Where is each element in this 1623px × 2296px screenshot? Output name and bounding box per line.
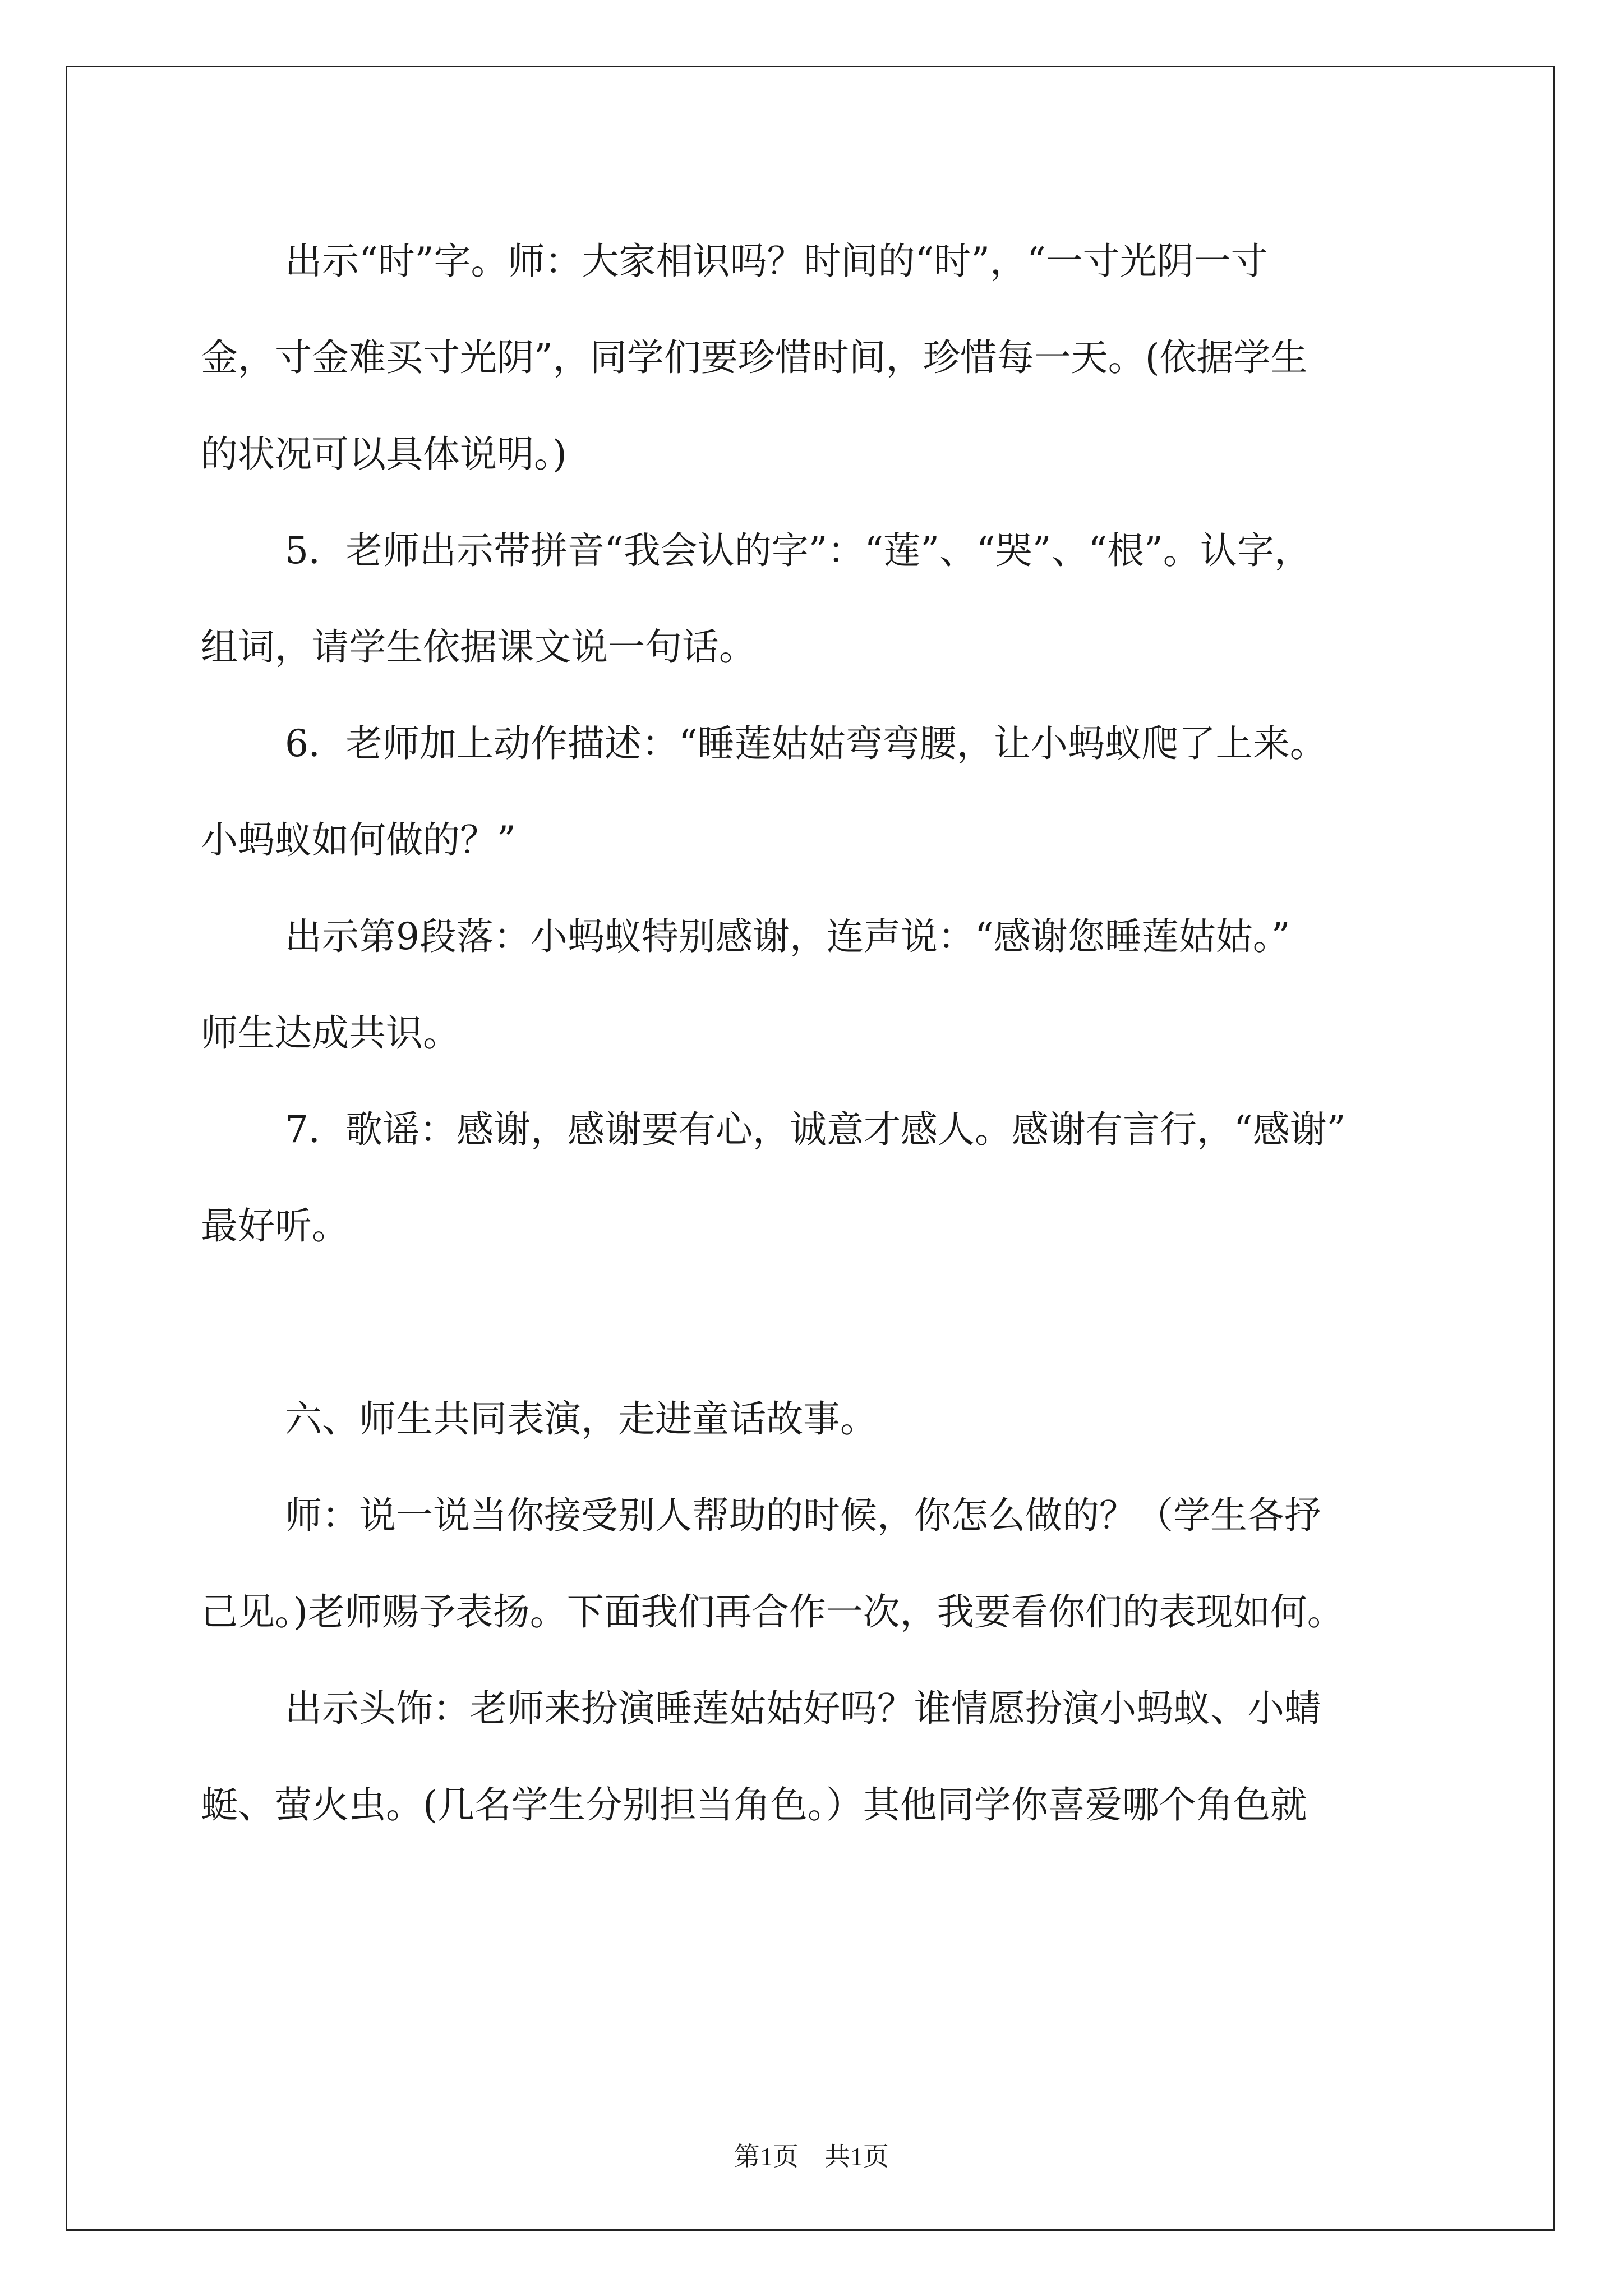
paragraph-4 — [201, 889, 1435, 1082]
document-body — [201, 213, 1435, 1853]
text-line: 己见。)老师赐予表扬。下面我们再合作一次，我要看你们的表现如何。 — [201, 1590, 1344, 1634]
text-line: 出示第9段落：小蚂蚁特别感谢，连声说：“感谢您睡莲姑姑。” — [285, 915, 1290, 958]
paragraph-2 — [201, 503, 1435, 696]
text-line: 金，寸金难买寸光阴”，同学们要珍惜时间，珍惜每一天。(依据学生 — [201, 336, 1308, 379]
paragraph-7 — [201, 1467, 1435, 1660]
text-line: 出示“时”字。师：大家相识吗？时间的“时”，“一寸光阴一寸 — [285, 240, 1268, 283]
page-number-footer: 第1页 共1页 — [734, 2142, 889, 2171]
text-line: 六、师生共同表演，走进童话故事。 — [285, 1397, 877, 1441]
text-line: 师：说一说当你接受别人帮助的时候，你怎么做的？（学生各抒 — [285, 1494, 1321, 1537]
text-line: 小蚂蚁如何做的？” — [201, 818, 516, 862]
text-line: 出示头饰：老师来扮演睡莲姑姑好吗？谁情愿扮演小蚂蚁、小蜻 — [285, 1687, 1321, 1730]
text-line: 7．歌谣：感谢，感谢要有心，诚意才感人。感谢有言行，“感谢” — [285, 1108, 1346, 1151]
text-line: 师生达成共识。 — [201, 1011, 460, 1055]
text-line: 最好听。 — [201, 1204, 349, 1248]
text-line: 的状况可以具体说明。) — [201, 432, 567, 476]
text-line: 组词，请学生依据课文说一句话。 — [201, 625, 756, 669]
text-line: 蜓、萤火虫。(几名学生分别担当角色。）其他同学你喜爱哪个角色就 — [201, 1783, 1307, 1826]
paragraph-3 — [201, 696, 1435, 889]
text-line: 5．老师出示带拼音“我会认的字”：“莲”、“哭”、“根”。认字， — [285, 529, 1311, 572]
section-spacer — [201, 1274, 1435, 1371]
paragraph-1 — [201, 213, 1435, 503]
section-heading — [201, 1371, 1435, 1467]
paragraph-5 — [201, 1082, 1435, 1274]
paragraph-8 — [201, 1660, 1435, 1853]
text-line: 6．老师加上动作描述：“睡莲姑姑弯弯腰，让小蚂蚁爬了上来。 — [285, 722, 1327, 765]
